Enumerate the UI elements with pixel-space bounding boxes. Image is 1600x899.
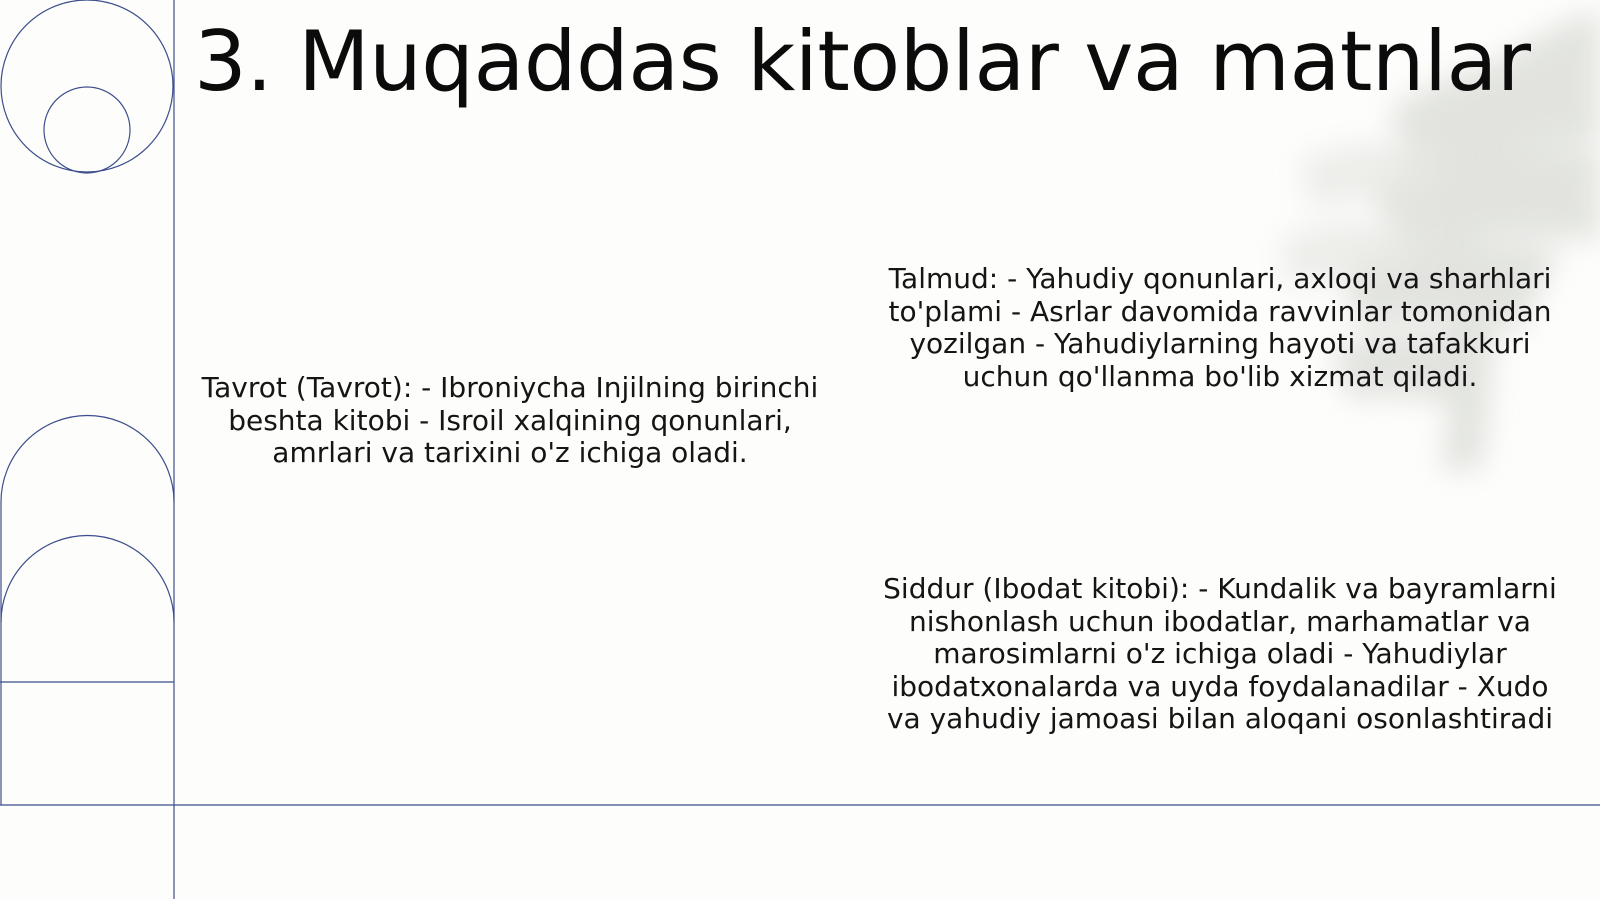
small-circle [44, 87, 130, 173]
lower-arch [1, 535, 174, 622]
siddur-text-block: Siddur (Ibodat kitobi): - Kundalik va bayramlarni nishonlash uchun ibodatlar, marhamatlar va marosimlarni o'z ichiga oladi - Yahudiylar ibodatxonalarda va uyda foydalanadilar - Xudo va yahudiy jamoasi bilan aloqani osonlashtiradi [883, 572, 1557, 735]
upper-arch [1, 416, 174, 503]
slide-title: 3. Muqaddas kitoblar va matnlar [194, 13, 1531, 110]
large-circle [1, 0, 173, 172]
talmud-text-block: Talmud: - Yahudiy qonunlari, axloqi va sharhlari to'plami - Asrlar davomida ravvinlar tomonidan yozilgan - Yahudiylarning hayoti va tafakkuri uchun qo'llanma bo'lib xizmat qiladi. [888, 262, 1552, 393]
torah-text-block: Tavrot (Tavrot): - Ibroniycha Injilning birinchi beshta kitobi - Isroil xalqining qonunlari, amrlari va tarixini o'z ichiga oladi. [201, 371, 819, 469]
